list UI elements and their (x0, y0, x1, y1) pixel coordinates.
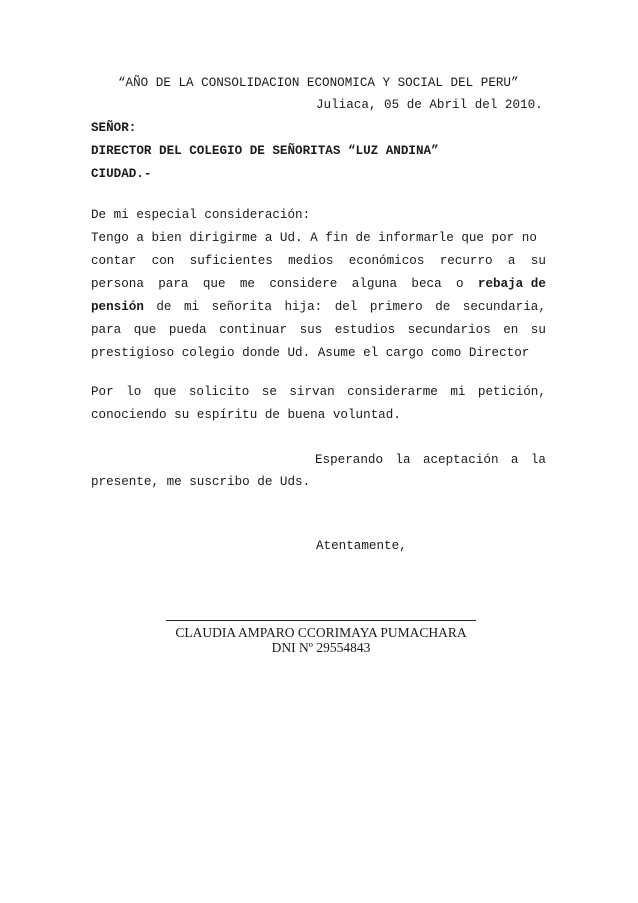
word: Por (91, 385, 114, 399)
emphasis-text: rebaja de (477, 277, 546, 291)
word: del (334, 300, 358, 314)
word: secundaria, (462, 300, 546, 314)
greeting-line: De mi especial consideración: (91, 208, 311, 222)
word: beca (411, 277, 442, 291)
word: su (530, 323, 546, 337)
word: contar (91, 254, 137, 268)
word: lo (126, 385, 142, 399)
word: primero (369, 300, 423, 314)
word: en (503, 323, 519, 337)
word: de (156, 300, 172, 314)
signatory-name: CLAUDIA AMPARO CCORIMAYA PUMACHARA (175, 625, 467, 640)
emphasis-text: pensión (91, 300, 144, 314)
word: mi (450, 385, 466, 399)
paragraph-line (91, 301, 546, 314)
date-line: Juliaca, 05 de Abril del 2010. (316, 98, 543, 112)
salutation: SEÑOR: (91, 121, 137, 135)
word: aceptación (422, 453, 499, 467)
word: que (153, 385, 177, 399)
paragraph-line (91, 278, 546, 291)
word: recurro (439, 254, 493, 268)
word: se (261, 385, 277, 399)
word: me (239, 277, 255, 291)
word: considere (269, 277, 338, 291)
word: que (202, 277, 226, 291)
word: Esperando (315, 453, 384, 467)
word: a (510, 453, 519, 467)
word: para (91, 323, 122, 337)
word: la (395, 453, 411, 467)
word: señorita (211, 300, 272, 314)
word: pueda (168, 323, 207, 337)
word: continuar (219, 323, 288, 337)
closing-farewell: Atentamente, (316, 539, 407, 553)
word: la (530, 453, 546, 467)
word: solicito (188, 385, 250, 399)
word: estudios (334, 323, 396, 337)
paragraph-line (91, 255, 546, 268)
word: de (435, 300, 451, 314)
paragraph-line: prestigioso colegio donde Ud. Asume el cargo como Director (91, 346, 530, 360)
word: petición, (477, 385, 546, 399)
word: económicos (348, 254, 425, 268)
paragraph-line (91, 324, 546, 337)
word: alguna (351, 277, 398, 291)
word: considerarme (347, 385, 438, 399)
word: para (158, 277, 189, 291)
motto-line: “AÑO DE LA CONSOLIDACION ECONOMICA Y SOCIAL DEL PERU” (118, 76, 519, 90)
paragraph-line: Tengo a bien dirigirme a Ud. A fin de informarle que por no (91, 231, 537, 245)
signatory-id: DNI Nº 29554843 (271, 640, 371, 655)
word: a (507, 254, 516, 268)
paragraph-line (91, 386, 546, 399)
word: su (530, 254, 546, 268)
word: medios (288, 254, 334, 268)
word: persona (91, 277, 144, 291)
word: o (455, 277, 464, 291)
word: sirvan (289, 385, 335, 399)
word: sus (299, 323, 323, 337)
paragraph-line: conociendo su espíritu de buena voluntad. (91, 408, 401, 422)
word: con (151, 254, 175, 268)
word: secundarios (407, 323, 491, 337)
city-line: CIUDAD.- (91, 167, 152, 181)
word: mi (183, 300, 200, 314)
signature-line (166, 620, 476, 621)
word: que (133, 323, 157, 337)
paragraph-line (315, 454, 546, 467)
word: suficientes (189, 254, 273, 268)
recipient-line: DIRECTOR DEL COLEGIO DE SEÑORITAS “LUZ ANDINA” (91, 144, 439, 158)
paragraph-line: presente, me suscribo de Uds. (91, 475, 311, 489)
word: hija: (284, 300, 323, 314)
